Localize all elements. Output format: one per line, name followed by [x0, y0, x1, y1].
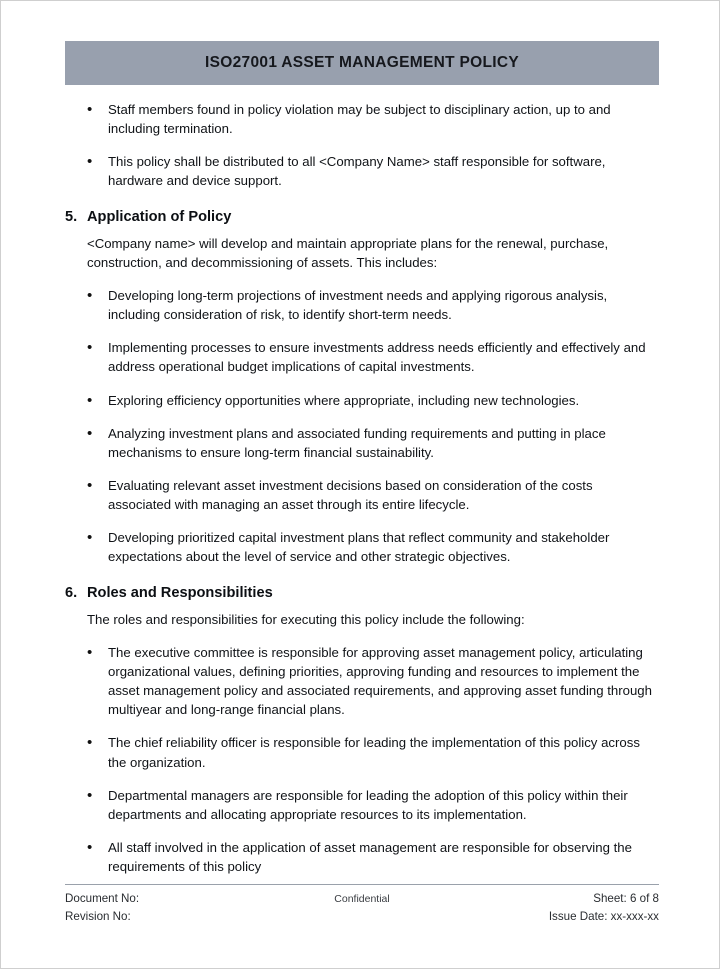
footer-revision-no: Revision No: [65, 910, 131, 924]
list-item: • Developing prioritized capital investment plans that reflect community and stakeholder expectations about the level of service and other strategic objectives. [65, 528, 659, 566]
list-item: • All staff involved in the application of asset management are responsible for observing the requirements of this policy [65, 838, 659, 876]
footer-issue-date: Issue Date: xx-xxx-xx [548, 910, 659, 924]
top-bullet-list [65, 100, 659, 191]
section-heading-label: Application of Policy [87, 208, 232, 225]
list-item: • Implementing processes to ensure investments address needs efficiently and effectively and address operational budget implications of capital investments. [65, 338, 659, 376]
section-number: 5. [65, 208, 78, 225]
section-intro: The roles and responsibilities for executing this policy include the following: [87, 611, 525, 627]
document-content [65, 41, 659, 890]
footer-document-no: Document No: [65, 892, 140, 906]
page-footer [65, 884, 659, 926]
list-item: • Evaluating relevant asset investment decisions based on consideration of the costs associated with managing an asset through its entire lifecycle. [65, 476, 659, 514]
section-heading-label: Roles and Responsibilities [87, 584, 273, 601]
footer-confidential: Confidential [334, 893, 390, 906]
page-title: ISO27001 ASSET MANAGEMENT POLICY [205, 54, 519, 71]
footer-row-top [65, 890, 659, 908]
list-item: • Staff members found in policy violation may be subject to disciplinary action, up to and including termination. [65, 100, 659, 138]
list-item: • This policy shall be distributed to all <Company Name> staff responsible for software, hardware and device support. [65, 152, 659, 190]
section-intro: <Company name> will develop and maintain appropriate plans for the renewal, purchase, construction, and decommissioning of assets. This includes: [87, 235, 609, 270]
list-item: • Departmental managers are responsible for leading the adoption of this policy within their departments and allocating appropriate resources to its implementation. [65, 786, 659, 824]
section-bullet-list [65, 286, 659, 567]
document-title-bar [65, 41, 659, 85]
section-number: 6. [65, 584, 78, 601]
list-item: • Analyzing investment plans and associated funding requirements and putting in place mechanisms to ensure long-term financial sustainability. [65, 424, 659, 462]
section-heading [65, 583, 659, 604]
footer-row-bottom [65, 908, 659, 926]
section-application-of-policy [65, 207, 659, 567]
section-heading [65, 207, 659, 228]
footer-sheet: Sheet: 6 of 8 [593, 892, 659, 906]
list-item: • Exploring efficiency opportunities where appropriate, including new technologies. [65, 391, 659, 410]
list-item: • The chief reliability officer is responsible for leading the implementation of this policy across the organization. [65, 733, 659, 771]
list-item: • Developing long-term projections of investment needs and applying rigorous analysis, including consideration of risk, to identify short-term needs. [65, 286, 659, 324]
document-body [65, 100, 659, 876]
list-item: • The executive committee is responsible for approving asset management policy, articulating organizational values, defining priorities, approving funding and resources to implement the asset management policy and associated requirements, and approving asset funding through multiyear and long-range financial plans. [65, 643, 659, 720]
section-bullet-list [65, 643, 659, 876]
section-roles-and-responsibilities [65, 583, 659, 877]
